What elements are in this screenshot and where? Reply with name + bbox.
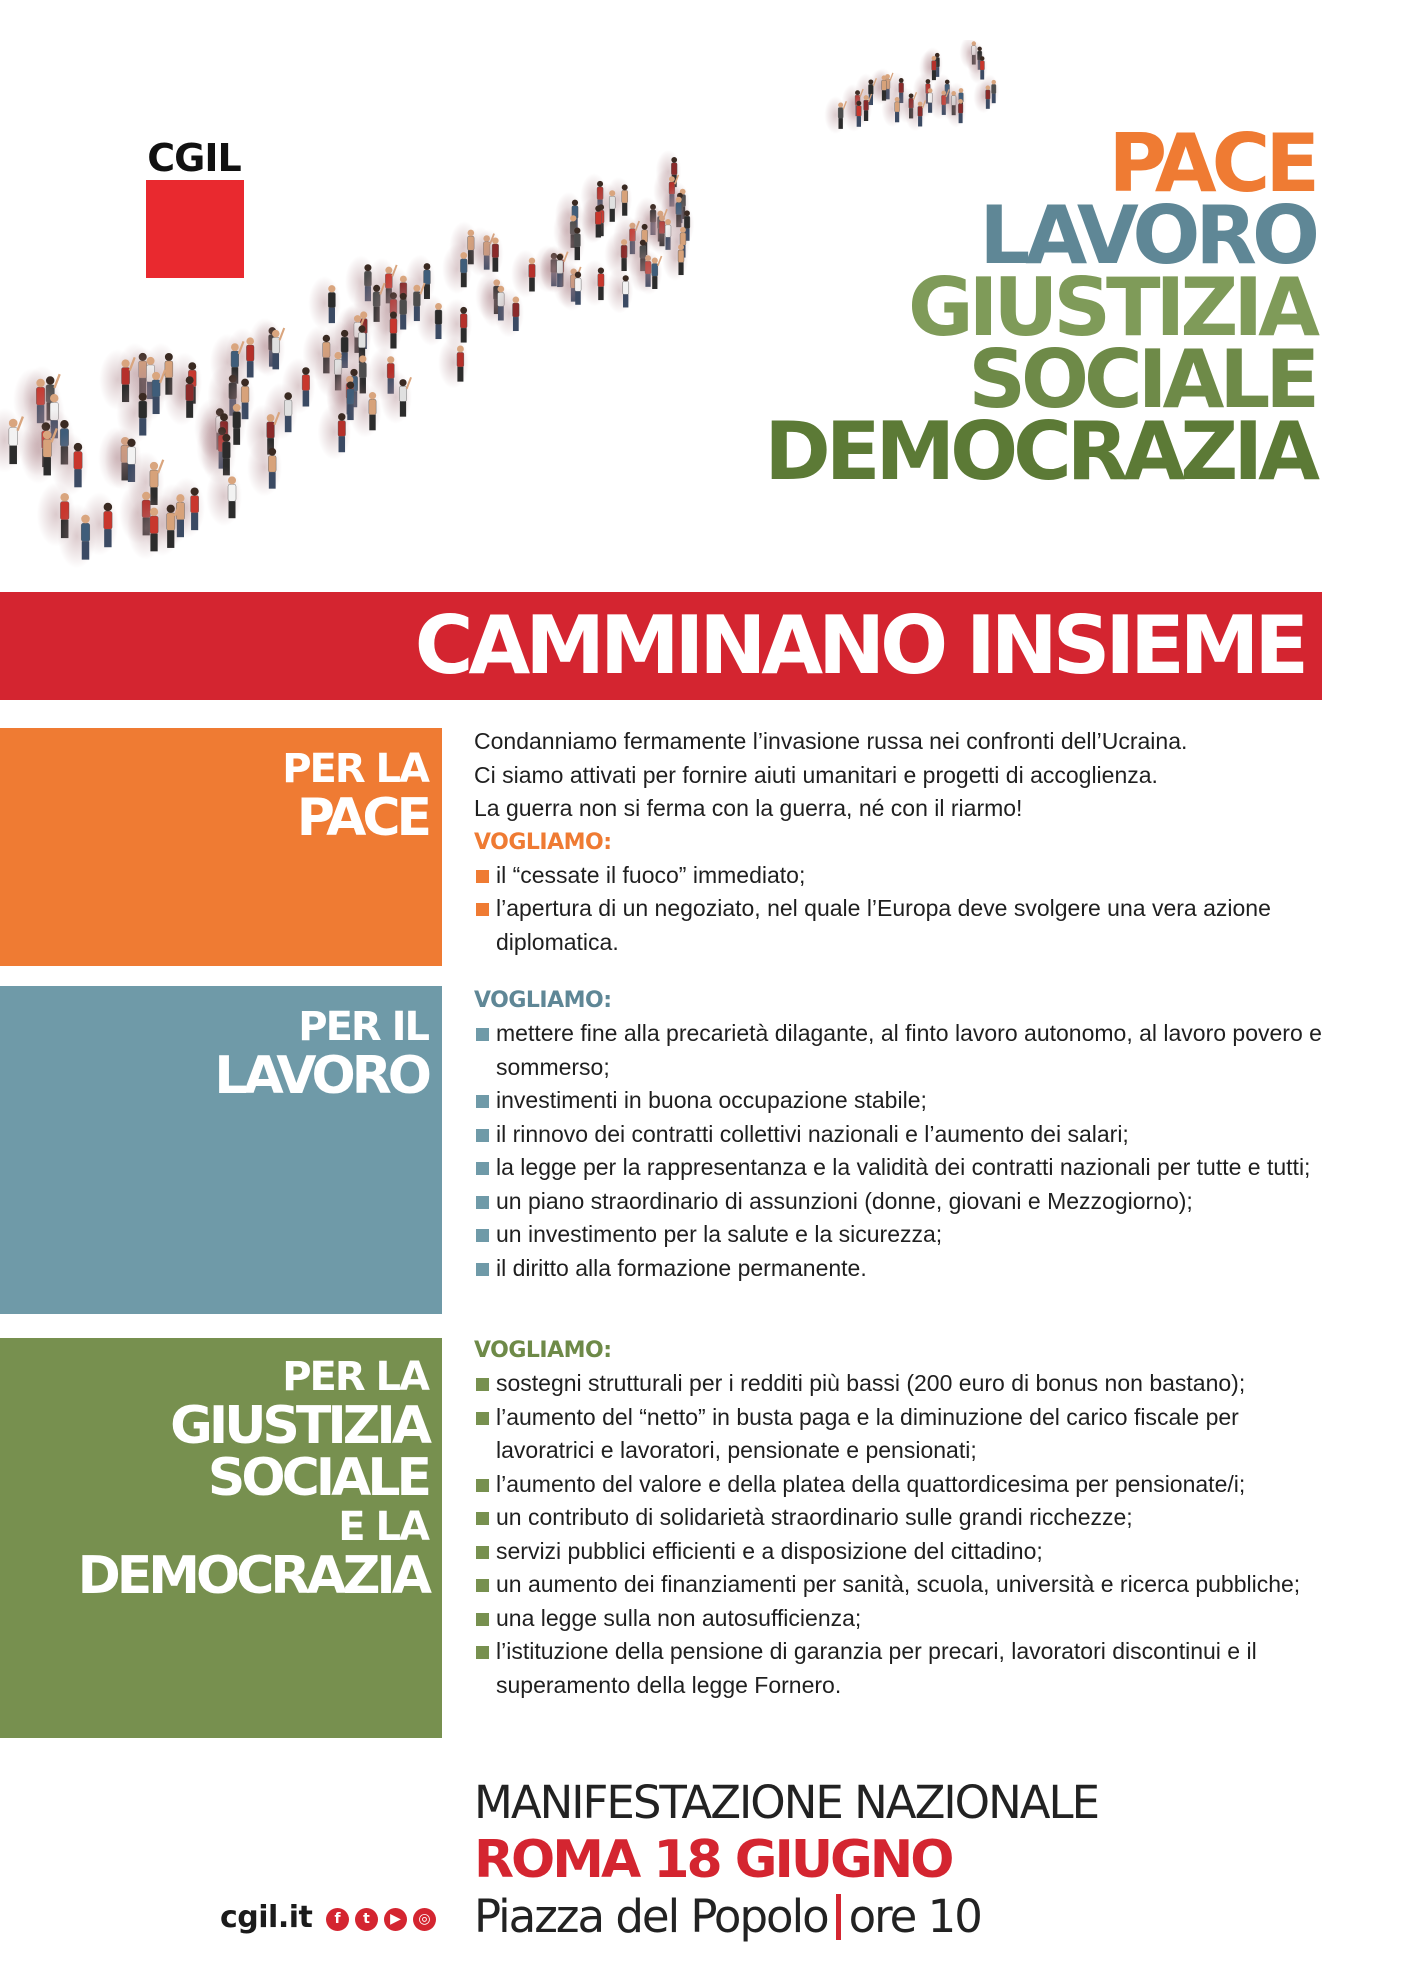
list-item: l’aumento del “netto” in busta paga e la diminuzione del carico fiscale per lavoratrici e lavoratori, pensionate e pensionati; <box>474 1401 1330 1468</box>
facebook-icon[interactable]: f <box>326 1908 349 1931</box>
heading-small: E LA <box>338 1504 428 1550</box>
slogan-stack <box>764 117 1315 498</box>
list-item: l’istituzione della pensione di garanzia per precari, lavoratori discontinui e il superamento della legge Fornero. <box>474 1635 1330 1702</box>
person-figure <box>438 337 469 389</box>
list-item: un piano straordinario di assunzioni (donne, giovani e Mezzogiorno); <box>474 1185 1330 1219</box>
title-band <box>0 592 1322 700</box>
list-item: il diritto alla formazione permanente. <box>474 1252 1330 1286</box>
person-figure <box>58 504 97 568</box>
person-figure <box>318 404 352 460</box>
slogan-giustizia: GIUSTIZIA <box>907 261 1315 354</box>
person-figure <box>349 383 382 438</box>
section-box-lavoro <box>0 986 442 1314</box>
intro-line: Condanniamo fermamente l’invasione russa nei confronti dell’Ucraina. <box>474 728 1188 754</box>
list-item: un investimento per la salute e la sicurezza; <box>474 1218 1330 1252</box>
person-figure <box>606 268 634 314</box>
twitter-icon[interactable]: t <box>355 1908 378 1931</box>
person-figure <box>474 229 503 278</box>
list-item: sostegni strutturali per i redditi più bassi (200 euro di bonus non bastano); <box>474 1367 1330 1401</box>
pace-content <box>474 725 1330 959</box>
heading-big: LAVORO <box>214 1046 428 1106</box>
heading-small: PER LA <box>282 1354 428 1400</box>
heading-big: SOCIALE <box>207 1448 428 1508</box>
slogan-lavoro: LAVORO <box>979 189 1315 282</box>
heading-small: PER IL <box>298 1004 428 1050</box>
list-item: la legge per la rappresentanza e la validità dei contratti nazionali per tutte e tutti; <box>474 1151 1330 1185</box>
youtube-icon[interactable]: ▶ <box>384 1908 407 1931</box>
person-figure <box>247 438 282 496</box>
person-figure <box>380 370 412 424</box>
person-figure <box>905 96 926 132</box>
person-figure <box>371 303 403 356</box>
heading-big: PACE <box>296 788 428 848</box>
intro-line: La guerra non si ferma con la guerra, né con il riarmo! <box>474 795 1023 821</box>
person-figure <box>494 288 524 337</box>
website-link[interactable]: cgil.it <box>220 1900 313 1935</box>
lavoro-content <box>474 984 1330 1285</box>
heading-big: GIUSTIZIA <box>170 1396 428 1456</box>
person-figure <box>206 466 242 526</box>
person-figure <box>635 250 662 295</box>
event-time: ore 10 <box>848 1890 981 1943</box>
pace-intro <box>474 725 1330 826</box>
person-figure <box>946 93 967 127</box>
list-item: mettere fine alla precarietà dilagante, al finto lavoro autonomo, al lavoro povero e sommerso; <box>474 1017 1330 1084</box>
list-item: servizi pubblici efficienti e a disposizione del cittadino; <box>474 1535 1330 1569</box>
event-name: MANIFESTAZIONE NAZIONALE <box>474 1776 1099 1829</box>
vogliamo-label: VOGLIAMO: <box>474 829 612 855</box>
list-item: l’aumento del valore e della platea della quattordicesima per pensionate/i; <box>474 1468 1330 1502</box>
cgil-logo-text: CGIL <box>147 136 241 180</box>
page-title: CAMMINANO INSIEME <box>414 599 1304 692</box>
person-figure <box>127 497 164 559</box>
list-item: una legge sulla non autosufficienza; <box>474 1602 1330 1636</box>
giustizia-list <box>474 1367 1330 1702</box>
instagram-icon[interactable]: ◎ <box>413 1908 436 1931</box>
person-figure <box>558 264 586 311</box>
list-item: un contributo di solidarietà straordinario sulle grandi ricchezze; <box>474 1501 1330 1535</box>
social-icons <box>326 1908 436 1931</box>
list-item: un aumento dei finanziamenti per sanità, scuola, università e ricerca pubbliche; <box>474 1568 1330 1602</box>
vogliamo-label: VOGLIAMO: <box>474 1338 612 1363</box>
lavoro-list <box>474 1017 1330 1285</box>
section-box-giustizia <box>0 1338 442 1738</box>
person-figure <box>164 366 200 425</box>
slogan-sociale: SOCIALE <box>968 333 1315 426</box>
vogliamo-label: VOGLIAMO: <box>474 988 612 1013</box>
event-place-time <box>474 1890 981 1943</box>
list-item: investimenti in buona occupazione stabile; <box>474 1084 1330 1118</box>
person-figure <box>662 237 688 281</box>
list-item: l’apertura di un negoziato, nel quale l’Europa deve svolgere una vera azione diplomatica. <box>474 892 1330 959</box>
person-figure <box>881 91 903 127</box>
list-item: il rinnovo dei contratti collettivi nazionali e l’aumento dei salari; <box>474 1118 1330 1152</box>
separator-bar <box>836 1894 841 1940</box>
event-place: Piazza del Popolo <box>474 1890 828 1943</box>
section-box-pace <box>0 728 442 966</box>
giustizia-content <box>474 1334 1330 1702</box>
list-item: il “cessate il fuoco” immediato; <box>474 859 1330 893</box>
pace-list <box>474 859 1330 960</box>
heading-big: DEMOCRAZIA <box>77 1546 428 1606</box>
intro-line: Ci siamo attivati per fornire aiuti umanitari e progetti di accoglienza. <box>474 761 1158 788</box>
person-figure <box>442 244 472 294</box>
person-figure <box>973 80 993 113</box>
cgil-logo-square <box>146 180 244 278</box>
slogan-democrazia: DEMOCRAZIA <box>764 405 1315 498</box>
slogan-pace: PACE <box>1108 117 1315 210</box>
heading-small: PER LA <box>282 746 428 792</box>
event-date: ROMA 18 GIUGNO <box>474 1830 952 1890</box>
